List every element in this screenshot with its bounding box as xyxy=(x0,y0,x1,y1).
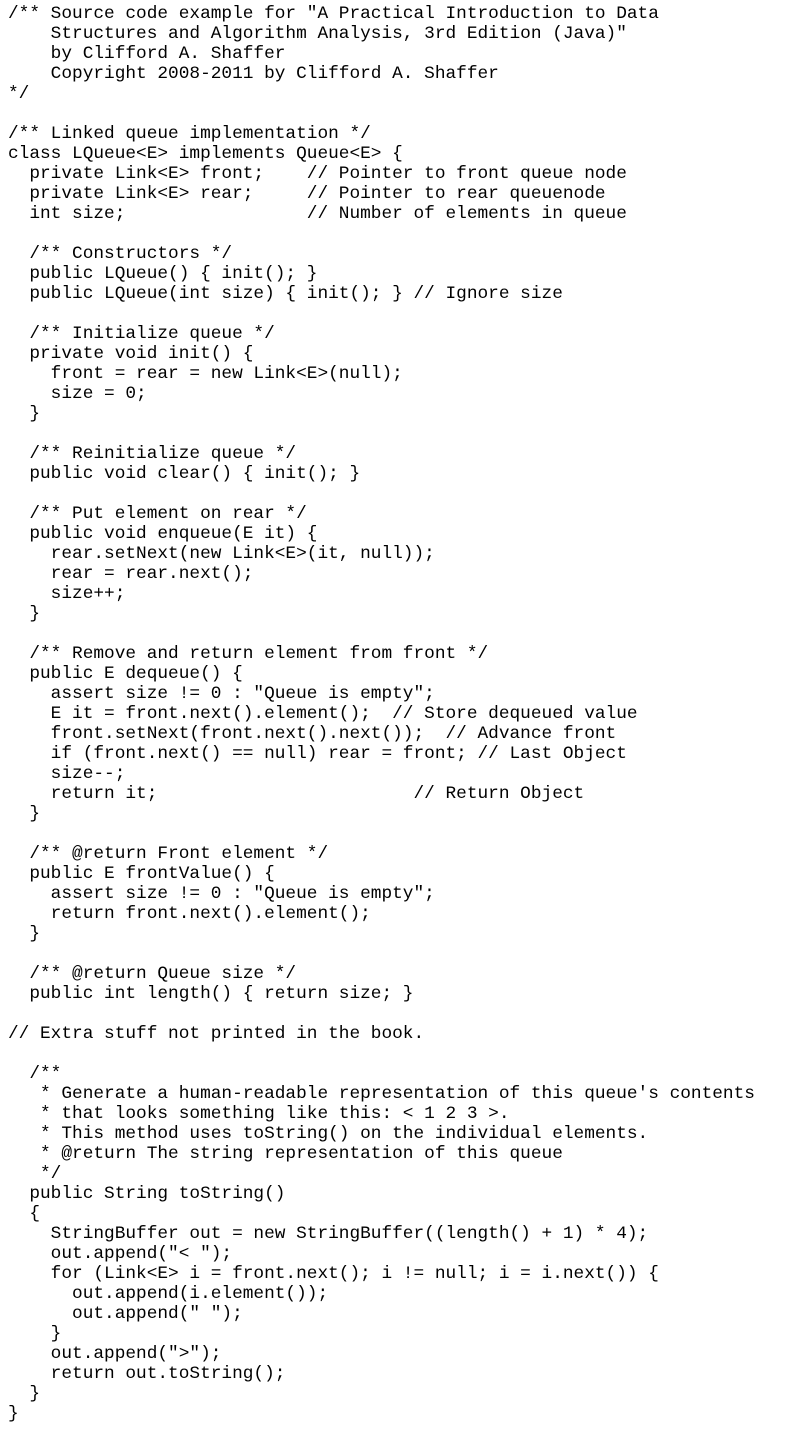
code-line: } xyxy=(8,404,41,424)
code-line: return out.toString(); xyxy=(8,1364,286,1384)
code-line: public int length() { return size; } xyxy=(8,984,414,1004)
code-line: out.append(" "); xyxy=(8,1304,243,1324)
code-line xyxy=(8,424,755,444)
code-line: } xyxy=(8,1384,41,1404)
code-line: { xyxy=(8,1204,41,1224)
code-line: } xyxy=(8,1324,62,1344)
code-line: int size; // Number of elements in queue xyxy=(8,204,627,224)
code-line: */ xyxy=(8,84,30,104)
code-line: } xyxy=(8,604,41,624)
code-line: size = 0; xyxy=(8,384,147,404)
code-line: StringBuffer out = new StringBuffer((length() + 1) * 4); xyxy=(8,1224,649,1244)
code-line: private Link<E> front; // Pointer to front queue node xyxy=(8,164,627,184)
code-line: private Link<E> rear; // Pointer to rear queuenode xyxy=(8,184,606,204)
code-line: /** Initialize queue */ xyxy=(8,324,275,344)
code-line: assert size != 0 : "Queue is empty"; xyxy=(8,684,435,704)
code-line: public E dequeue() { xyxy=(8,664,243,684)
code-line: out.append(">"); xyxy=(8,1344,222,1364)
code-line: assert size != 0 : "Queue is empty"; xyxy=(8,884,435,904)
code-line: } xyxy=(8,924,41,944)
code-line: /** Reinitialize queue */ xyxy=(8,444,297,464)
code-line xyxy=(8,1004,755,1024)
code-line: * Generate a human-readable representation of this queue's contents xyxy=(8,1084,755,1104)
code-line: * @return The string representation of this queue xyxy=(8,1144,563,1164)
code-line: if (front.next() == null) rear = front; // Last Object xyxy=(8,744,627,764)
code-line xyxy=(8,1044,755,1064)
code-line: E it = front.next().element(); // Store dequeued value xyxy=(8,704,638,724)
code-line: /** @return Queue size */ xyxy=(8,964,297,984)
code-line: public E frontValue() { xyxy=(8,864,275,884)
code-line: /** Constructors */ xyxy=(8,244,233,264)
code-line: Structures and Algorithm Analysis, 3rd Edition (Java)" xyxy=(8,24,627,44)
code-line: out.append(i.element()); xyxy=(8,1284,329,1304)
code-line: /** xyxy=(8,1064,62,1084)
code-line: size--; xyxy=(8,764,126,784)
code-line: public void clear() { init(); } xyxy=(8,464,361,484)
source-code-listing xyxy=(8,4,755,1424)
code-line: for (Link<E> i = front.next(); i != null; i = i.next()) { xyxy=(8,1264,659,1284)
code-line: Copyright 2008-2011 by Clifford A. Shaffer xyxy=(8,64,499,84)
code-line: /** Put element on rear */ xyxy=(8,504,307,524)
code-line: rear.setNext(new Link<E>(it, null)); xyxy=(8,544,435,564)
code-line: size++; xyxy=(8,584,126,604)
code-line xyxy=(8,824,755,844)
code-line: by Clifford A. Shaffer xyxy=(8,44,286,64)
code-line xyxy=(8,104,755,124)
code-line: public String toString() xyxy=(8,1184,286,1204)
code-line: * This method uses toString() on the individual elements. xyxy=(8,1124,649,1144)
code-line: // Extra stuff not printed in the book. xyxy=(8,1024,425,1044)
code-line xyxy=(8,944,755,964)
code-line: public void enqueue(E it) { xyxy=(8,524,318,544)
code-line: out.append("< "); xyxy=(8,1244,233,1264)
code-line: return it; // Return Object xyxy=(8,784,585,804)
code-line: } xyxy=(8,1404,19,1424)
code-line: /** Remove and return element from front */ xyxy=(8,644,489,664)
code-line: private void init() { xyxy=(8,344,254,364)
code-line: /** @return Front element */ xyxy=(8,844,329,864)
code-line: * that looks something like this: < 1 2 3 >. xyxy=(8,1104,510,1124)
code-line: } xyxy=(8,804,41,824)
code-line: /** Linked queue implementation */ xyxy=(8,124,371,144)
code-line: /** Source code example for "A Practical Introduction to Data xyxy=(8,4,659,24)
code-line xyxy=(8,484,755,504)
code-line: */ xyxy=(8,1164,62,1184)
code-line: front.setNext(front.next().next()); // Advance front xyxy=(8,724,617,744)
code-line: front = rear = new Link<E>(null); xyxy=(8,364,403,384)
code-line: class LQueue<E> implements Queue<E> { xyxy=(8,144,403,164)
code-line xyxy=(8,624,755,644)
code-line: rear = rear.next(); xyxy=(8,564,254,584)
code-line xyxy=(8,224,755,244)
code-line: public LQueue(int size) { init(); } // Ignore size xyxy=(8,284,563,304)
code-line: return front.next().element(); xyxy=(8,904,371,924)
code-line xyxy=(8,304,755,324)
code-line: public LQueue() { init(); } xyxy=(8,264,318,284)
